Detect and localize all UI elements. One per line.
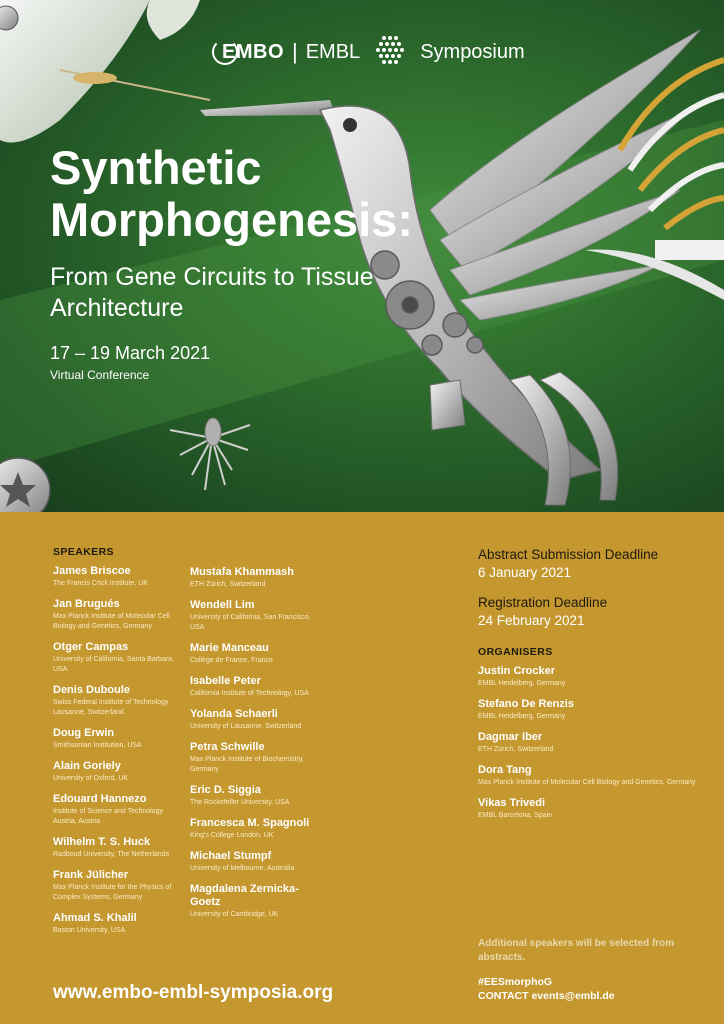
person-name: Mustafa Khammash (190, 566, 294, 578)
person-name: Alain Goriely (53, 760, 121, 772)
person-affiliation: California Institute of Technology, USA (190, 690, 309, 697)
person-affiliation: Max Planck Institute of Molecular Cell Biology and Genetics, Germany (478, 779, 696, 786)
person-affiliation: Max Planck Institute of Biochemistry, Germany (190, 756, 304, 773)
organisers-header: ORGANISERS (478, 646, 553, 658)
person-affiliation: The Francis Crick Institute, UK (53, 580, 148, 587)
person-affiliation: EMBL Heidelberg, Germany (478, 680, 566, 687)
person-name: Ahmad S. Khalil (53, 912, 137, 924)
person-entry (190, 708, 325, 732)
person-name: Stefano De Renzis (478, 698, 574, 710)
person-entry (53, 793, 183, 827)
person-name: Yolanda Schaerli (190, 708, 278, 720)
person-name: Magdalena Zernicka-Goetz (190, 883, 299, 908)
person-entry (190, 850, 325, 874)
person-affiliation: University of Lausanne, Switzerland (190, 723, 302, 730)
person-entry (190, 566, 325, 590)
title-line-2: Morphogenesis: (50, 193, 413, 246)
contact-block (478, 975, 615, 1003)
person-entry (53, 912, 183, 936)
person-affiliation: ETH Zürich, Switzerland (190, 581, 266, 588)
person-affiliation: EMBL Barcelona, Spain (478, 812, 553, 819)
embo-embl-logo (212, 30, 525, 74)
person-entry (478, 731, 698, 755)
person-entry (53, 641, 183, 675)
info-column (478, 546, 698, 830)
person-entry (190, 642, 325, 666)
logo-separator: | (292, 39, 298, 64)
speakers-header: SPEAKERS (53, 546, 114, 558)
person-entry (478, 698, 698, 722)
person-name: Eric D. Siggia (190, 784, 261, 796)
speakers-list-2 (190, 566, 325, 920)
title-line-1: Synthetic (50, 141, 262, 194)
person-name: Dagmar Iber (478, 731, 543, 743)
person-affiliation: EMBL Heidelberg, Germany (478, 713, 566, 720)
person-entry (190, 675, 325, 699)
deadline-label: Abstract Submission Deadline (478, 547, 659, 562)
deadline-abstract (478, 546, 698, 582)
person-name: Francesca M. Spagnoli (190, 817, 310, 829)
subtitle: From Gene Circuits to Tissue Architecture (50, 263, 374, 322)
person-affiliation: Boston University, USA (53, 927, 126, 934)
person-affiliation: Max Planck Institute of Molecular Cell Biology and Genetics, Germany (53, 613, 170, 630)
hashtag: #EESmorphoG (478, 976, 553, 988)
person-entry (53, 684, 183, 718)
person-name: Otger Campas (53, 641, 129, 653)
person-entry (190, 599, 325, 633)
flower-petal-shape (0, 0, 150, 143)
person-entry (190, 784, 325, 808)
person-name: James Briscoe (53, 565, 131, 577)
person-affiliation: ETH Zürich, Switzerland (478, 746, 554, 753)
person-affiliation: Radboud University, The Netherlands (53, 851, 170, 858)
person-affiliation: University of Oxford, UK (53, 775, 129, 782)
bird-beak-shape (200, 100, 335, 116)
logo-embl: EMBL (305, 40, 361, 63)
person-name: Michael Stumpf (190, 850, 272, 862)
person-affiliation: University of California, Santa Barbara, USA (53, 656, 174, 673)
person-name: Vikas Trivedi (478, 797, 546, 809)
person-name: Denis Duboule (53, 684, 131, 696)
person-entry (53, 836, 183, 860)
person-name: Justin Crocker (478, 665, 556, 677)
person-entry (190, 817, 325, 841)
person-affiliation: King's College London, UK (190, 832, 274, 839)
person-affiliation: University of Melbourne, Australia (190, 865, 295, 872)
person-entry (53, 565, 183, 589)
speakers-column-2 (190, 566, 325, 929)
person-entry (478, 764, 698, 788)
person-entry (478, 665, 698, 689)
deadline-label: Registration Deadline (478, 595, 608, 610)
organisers-list (478, 665, 698, 821)
person-affiliation: Institute of Science and Technology Austria, Austria (53, 808, 164, 825)
person-name: Doug Erwin (53, 727, 115, 739)
event-format: Virtual Conference (50, 368, 150, 382)
embl-hexagon-icon (370, 32, 410, 72)
logo-embo: EMBO (222, 40, 284, 63)
speakers-list-1 (53, 565, 183, 936)
person-name: Dora Tang (478, 764, 532, 776)
person-affiliation: Smithsonian Institution, USA (53, 742, 142, 749)
person-name: Edouard Hannezo (53, 793, 147, 805)
person-entry (190, 741, 325, 775)
person-entry (53, 760, 183, 784)
person-affiliation: The Rockefeller University, USA (190, 799, 290, 806)
deadline-registration (478, 594, 698, 630)
person-affiliation: University of California, San Francisco, USA (190, 614, 311, 631)
logo-symposium: Symposium (420, 40, 525, 63)
contact-email[interactable]: CONTACT events@embl.de (478, 990, 615, 1002)
person-entry (53, 598, 183, 632)
person-name: Petra Schwille (190, 741, 265, 753)
event-dates: 17 – 19 March 2021 (50, 343, 211, 363)
person-name: Marie Manceau (190, 642, 269, 654)
person-affiliation: Max Planck Institute for the Physics of Complex Systems, Germany (53, 884, 172, 901)
person-name: Wilhelm T. S. Huck (53, 836, 151, 848)
page-title (50, 142, 413, 246)
additional-speakers-note: Additional speakers will be selected from abstracts. (478, 938, 675, 963)
deadline-date: 24 February 2021 (478, 613, 585, 628)
person-affiliation: Collège de France, France (190, 657, 273, 664)
person-affiliation: University of Cambridge, UK (190, 911, 279, 918)
person-entry (478, 797, 698, 821)
website-link[interactable]: www.embo-embl-symposia.org (53, 982, 334, 1003)
person-entry (53, 869, 183, 903)
person-name: Isabelle Peter (190, 675, 261, 687)
person-name: Jan Brugués (53, 598, 120, 610)
person-entry (190, 883, 325, 920)
person-name: Frank Jülicher (53, 869, 129, 881)
person-entry (53, 727, 183, 751)
speakers-column-1 (53, 546, 183, 945)
person-name: Wendell Lim (190, 599, 255, 611)
person-affiliation: Swiss Federal Institute of Technology Lausanne, Switzerland (53, 699, 169, 716)
deadline-date: 6 January 2021 (478, 565, 572, 580)
